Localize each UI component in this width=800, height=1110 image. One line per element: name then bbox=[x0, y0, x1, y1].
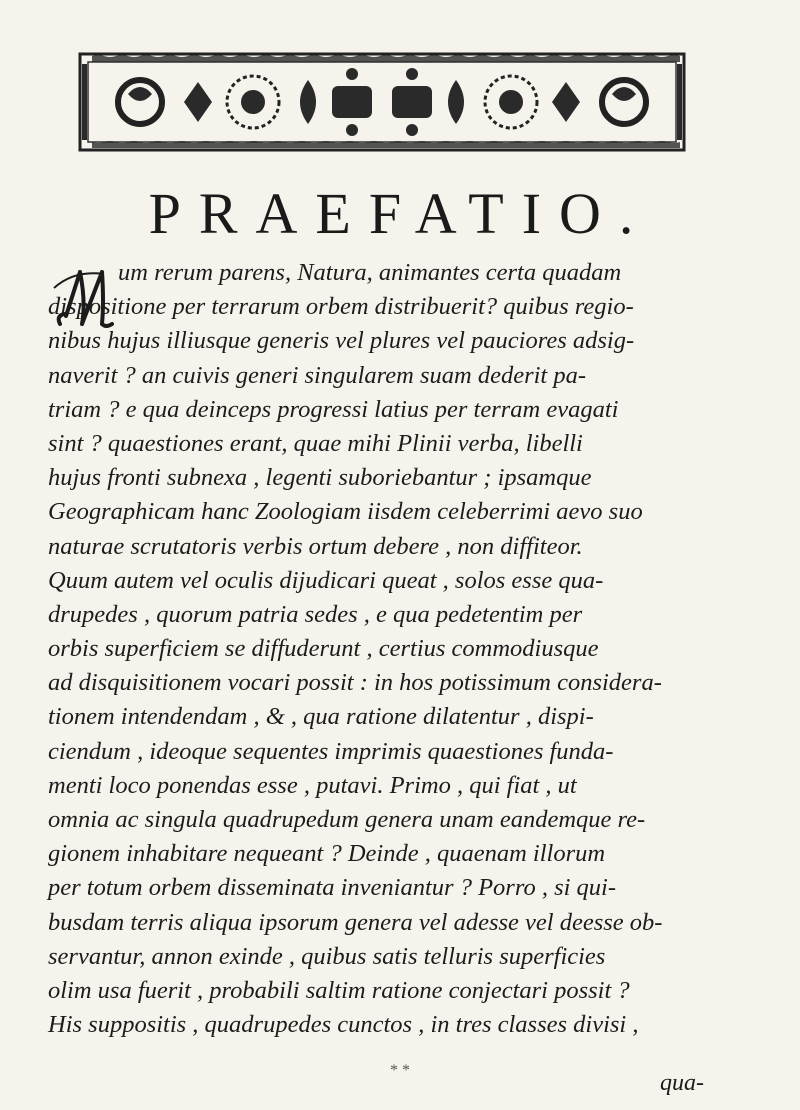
text-line: gionem inhabitare nequeant ? Deinde , quaenam illorum bbox=[48, 840, 606, 868]
text-line: ciendum , ideoque sequentes imprimis quaestiones funda- bbox=[48, 737, 614, 765]
catchword: qua- bbox=[660, 1070, 704, 1096]
text-line: Geographicam hanc Zoologiam iisdem celeberrimi aevo suo bbox=[48, 498, 643, 526]
text-line: olim usa fuerit , probabili saltim ratione conjectari possit ? bbox=[48, 976, 630, 1004]
text-line: menti loco ponendas esse , putavi. Primo , qui fiat , ut bbox=[48, 771, 577, 799]
page-title: PRAEFATIO. bbox=[148, 181, 652, 246]
text-line: naturae scrutatoris verbis ortum debere , non diffiteor. bbox=[48, 532, 583, 560]
text-line: naverit ? an cuivis generi singularem suam dederit pa- bbox=[48, 361, 587, 389]
text-line: hujus fronti subnexa , legenti suboriebantur ; ipsamque bbox=[48, 464, 592, 492]
text-line: tionem intendendam , & , qua ratione dilatentur , dispi- bbox=[48, 703, 594, 731]
text-line: drupedes , quorum patria sedes , e qua pedetentim per bbox=[48, 600, 583, 628]
text-line: His suppositis , quadrupedes cunctos , in tres classes divisi , bbox=[48, 1011, 639, 1039]
text-line: sint ? quaestiones erant, quae mihi Plinii verba, libelli bbox=[48, 429, 583, 457]
text-line: busdam terris aliqua ipsorum genera vel adesse vel deesse ob- bbox=[48, 908, 663, 936]
text-line: um rerum parens, Natura, animantes certa quadam bbox=[118, 259, 622, 286]
text-line: orbis superficiem se diffuderunt , certius commodiusque bbox=[48, 635, 599, 663]
text-line: nibus hujus illiusque generis vel plures vel pauciores adsig- bbox=[48, 327, 635, 355]
headpiece-ornament-icon bbox=[78, 52, 686, 152]
woodcut-headpiece bbox=[78, 52, 686, 152]
text-line: triam ? e qua deinceps progressi latius per terram evagati bbox=[48, 395, 619, 423]
text-line: servantur, annon exinde , quibus satis telluris superficies bbox=[48, 942, 606, 970]
preface-body bbox=[48, 256, 742, 1042]
signature-mark: * * bbox=[390, 1062, 410, 1079]
text-line: dispositione per terrarum orbem distribuerit? quibus regio- bbox=[48, 293, 634, 321]
text-line: Quum autem vel oculis dijudicari queat , solos esse qua- bbox=[48, 566, 604, 594]
text-line: per totum orbem disseminata inveniantur ? Porro , si qui- bbox=[48, 874, 617, 902]
text-line: ad disquisitionem vocari possit : in hos potissimum considera- bbox=[48, 669, 662, 697]
text-line: omnia ac singula quadrupedum genera unam eandemque re- bbox=[48, 806, 646, 833]
